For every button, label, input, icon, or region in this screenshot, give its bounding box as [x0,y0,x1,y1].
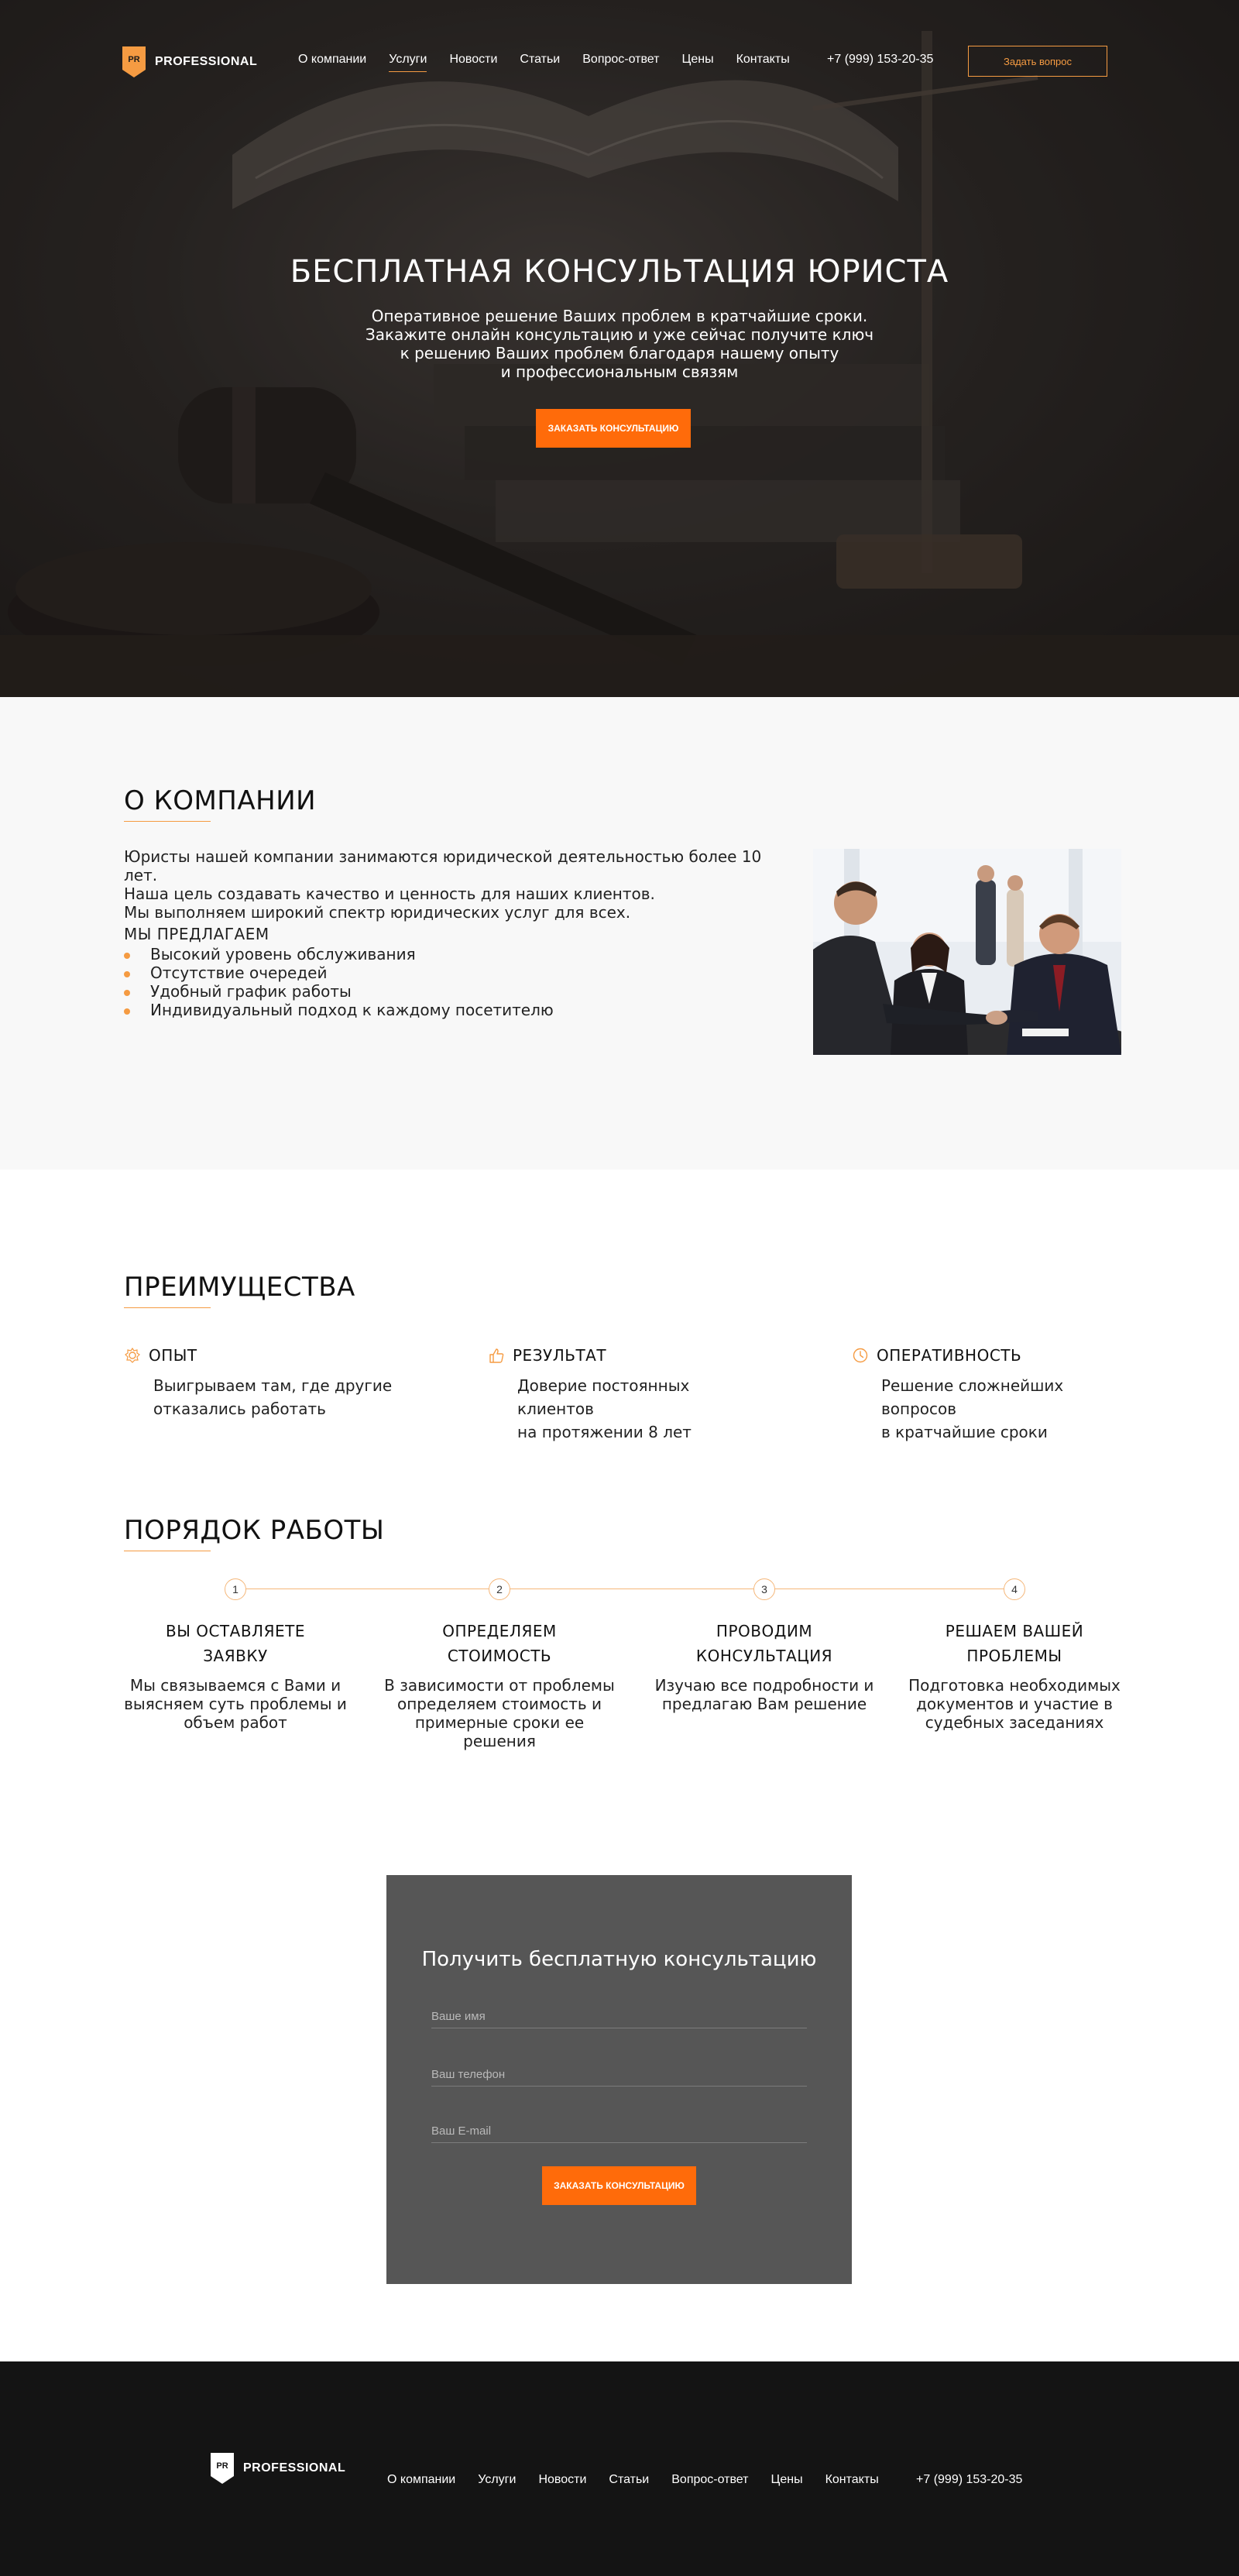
ask-question-button[interactable]: Задать вопрос [968,46,1107,77]
footer-nav-articles[interactable]: Статьи [609,2473,650,2486]
logo-badge-icon [211,2453,234,2484]
offer-item: Индивидуальный подход к каждому посетителю [124,1001,554,1019]
advantage-description [517,1374,767,1444]
logo-badge-icon [122,46,146,77]
footer [0,2361,1239,2576]
nav-faq[interactable]: Вопрос-ответ [582,53,660,66]
hero-subtitle [310,307,929,381]
title-underline [124,1307,211,1308]
step-desc-line: предлагаю Вам решение [661,1695,867,1713]
step-desc-line: объем работ [184,1713,287,1732]
step-desc-line: примерные сроки ее решения [414,1713,585,1750]
form-submit-button[interactable]: ЗАКАЗАТЬ КОНСУЛЬТАЦИЮ [542,2166,696,2205]
step-desc-line: В зависимости от проблемы [384,1676,615,1695]
hero-title: БЕСПЛАТНАЯ КОНСУЛЬТАЦИЯ ЮРИСТА [290,254,949,290]
advantage-desc-line: отказались работать [153,1400,326,1418]
clock-icon [852,1347,869,1364]
advantage-desc-line: Выигрываем там, где другие [153,1376,393,1395]
about-paragraph: Наша цель создавать качество и ценность для наших клиентов. [124,884,655,903]
step-desc-line: судебных заседаниях [925,1713,1104,1732]
business-handshake-photo [813,849,1121,1055]
step-title [115,1619,355,1668]
order-consultation-button[interactable]: ЗАКАЗАТЬ КОНСУЛЬТАЦИЮ [536,409,691,448]
hero-subtitle-line: и профессиональным связям [500,362,739,381]
step-description [894,1676,1134,1732]
step-title [894,1619,1134,1668]
step-description [379,1676,620,1750]
offer-item: Отсутствие очередей [124,963,554,982]
svg-text:PR: PR [128,55,140,64]
nav-prices[interactable]: Цены [681,53,714,66]
step-desc-line: выясняем суть проблемы и [124,1695,347,1713]
step-title-line: ОПРЕДЕЛЯЕМ [442,1622,557,1640]
offer-list [124,945,554,1019]
advantage-description [153,1374,403,1420]
about-paragraph: Мы выполняем широкий спектр юридических услуг для всех. [124,903,631,922]
step-title-line: ВЫ ОСТАВЛЯЕТЕ [166,1622,305,1640]
advantage-description [881,1374,1131,1444]
advantages-section [0,1170,1239,1448]
step-title [379,1619,620,1668]
process-step [115,1578,355,1732]
step-number: 3 [753,1578,775,1600]
offer-item: Высокий уровень обслуживания [124,945,554,963]
step-desc-line: Подготовка необходимых [908,1676,1121,1695]
step-number: 2 [489,1578,510,1600]
step-title-line: ПРОВОДИМ [716,1622,813,1640]
nav-news[interactable]: Новости [449,53,498,66]
about-section [0,697,1239,1170]
advantage-result [488,1346,767,1444]
hero-subtitle-line: Закажите онлайн консультацию и уже сейчас получите ключ [365,325,874,344]
advantage-name: РЕЗУЛЬТАТ [513,1346,607,1365]
nav-about[interactable]: О компании [298,53,367,66]
step-title-line: КОНСУЛЬТАЦИЯ [695,1647,833,1665]
step-description [644,1676,884,1713]
advantage-desc-line: Решение сложнейших вопросов [881,1376,1064,1418]
step-desc-line: Мы связываемся с Вами и [129,1676,341,1695]
process-step [644,1578,884,1713]
footer-phone[interactable]: +7 (999) 153-20-35 [916,2473,1023,2486]
process-step [379,1578,620,1750]
hero-section [0,0,1239,697]
gear-icon [124,1347,141,1364]
top-navigation [0,0,1239,124]
footer-nav-services[interactable]: Услуги [478,2473,517,2486]
advantage-speed [852,1346,1131,1444]
nav-services[interactable]: Услуги [389,53,427,72]
form-title: Получить бесплатную консультацию [421,1948,817,1971]
step-title-line: СТОИМОСТЬ [447,1647,552,1665]
footer-menu [387,2473,879,2487]
step-title [644,1619,884,1668]
consultation-form-section [0,1774,1239,2361]
phone-field[interactable] [431,2063,807,2087]
logo-name: PROFESSIONAL [155,55,258,68]
footer-nav-faq[interactable]: Вопрос-ответ [671,2473,749,2486]
footer-nav-about[interactable]: О компании [387,2473,456,2486]
step-desc-line: определяем стоимость и [396,1695,602,1713]
about-text [124,847,782,922]
thumbs-up-icon [488,1347,505,1364]
email-field[interactable] [431,2120,807,2143]
advantage-name: ОПЕРАТИВНОСТЬ [877,1346,1022,1365]
step-title-line: ПРОБЛЕМЫ [966,1647,1062,1665]
name-field[interactable] [431,2005,807,2028]
footer-logo[interactable] [211,2453,345,2484]
header-logo[interactable] [122,46,257,77]
svg-text:PR: PR [216,2461,228,2471]
step-number: 4 [1004,1578,1025,1600]
step-desc-line: Изучаю все подробности и [654,1676,874,1695]
advantage-desc-line: на протяжении 8 лет [517,1423,692,1441]
step-desc-line: документов и участие в [916,1695,1113,1713]
offer-item: Удобный график работы [124,982,554,1001]
advantage-desc-line: в кратчайшие сроки [881,1423,1048,1441]
step-title-line: РЕШАЕМ ВАШЕЙ [945,1622,1084,1640]
advantages-title: ПРЕИМУЩЕСТВА [124,1272,355,1303]
nav-contacts[interactable]: Контакты [736,53,790,66]
advantage-name: ОПЫТ [149,1346,197,1365]
process-section [0,1448,1239,1774]
title-underline [124,821,211,822]
process-step [894,1578,1134,1732]
nav-articles[interactable]: Статьи [520,53,561,66]
advantage-desc-line: Доверие постоянных клиентов [517,1376,690,1418]
process-title: ПОРЯДОК РАБОТЫ [124,1515,385,1546]
offer-title: МЫ ПРЕДЛАГАЕМ [124,925,269,943]
advantage-experience [124,1346,403,1420]
footer-nav-contacts[interactable]: Контакты [825,2473,879,2486]
logo-name: PROFESSIONAL [243,2461,346,2475]
footer-nav-prices[interactable]: Цены [771,2473,803,2486]
about-title: О КОМПАНИИ [124,785,317,816]
step-number: 1 [225,1578,246,1600]
main-menu [298,53,790,72]
header-phone[interactable]: +7 (999) 153-20-35 [827,53,934,66]
hero-subtitle-line: Оперативное решение Ваших проблем в кратчайшие сроки. [371,307,868,325]
hero-subtitle-line: к решению Ваших проблем благодаря нашему опыту [400,344,839,362]
footer-nav-news[interactable]: Новости [538,2473,587,2486]
consultation-form [386,1875,852,2284]
step-description [115,1676,355,1732]
about-paragraph: Юристы нашей компании занимаются юридической деятельностью более 10 лет. [124,847,762,884]
step-title-line: ЗАЯВКУ [203,1647,268,1665]
